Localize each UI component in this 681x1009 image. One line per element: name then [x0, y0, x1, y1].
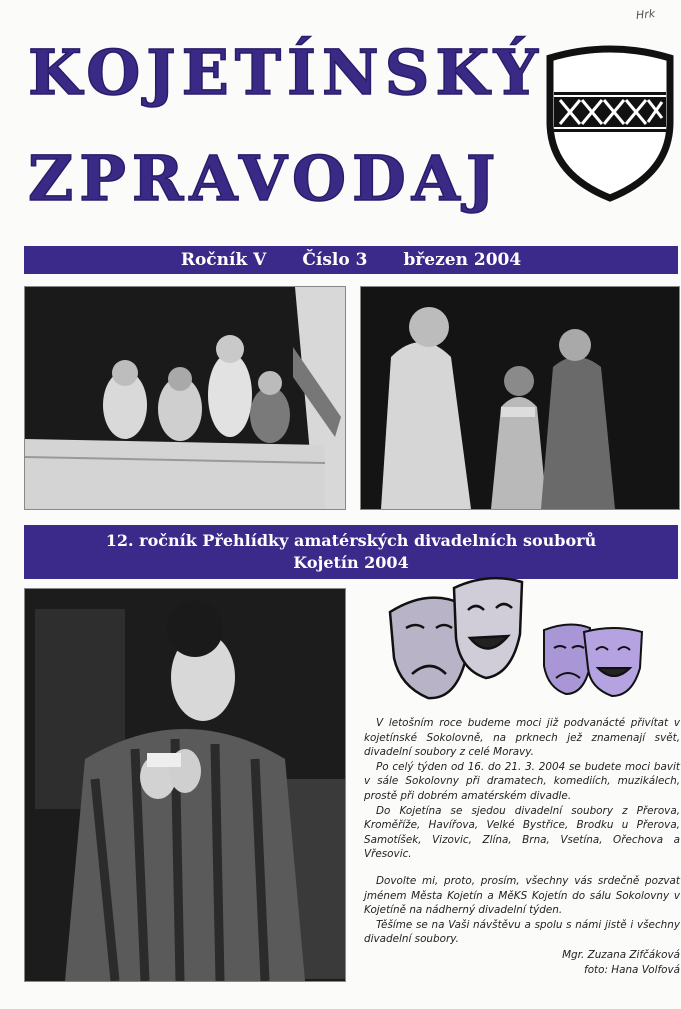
article-paragraph: V letošním roce budeme moci již podvanácté přivítat v kojetínské Sokolovně, na prknech jež znamenají svět, divadelní soubory z celé Moravy. — [364, 717, 680, 759]
issue-number: Číslo 3 — [302, 250, 368, 270]
event-subtitle: Kojetín 2004 — [293, 553, 409, 572]
event-title: 12. ročník Přehlídky amatérských divadelních souborů — [105, 531, 597, 550]
comedy-mask-purple — [584, 628, 642, 696]
article-text — [364, 716, 680, 947]
article-paragraph: Po celý týden od 16. do 21. 3. 2004 se budete moci bavit v sále Sokolovny při dramatech, komediích, muzikálech, prostě při dobrém amatérském divadle. — [364, 760, 680, 802]
article-author: Mgr. Zuzana Zifčáková — [562, 949, 680, 961]
comedy-mask-grey — [454, 578, 522, 678]
issue-info-bar — [24, 246, 678, 274]
issue-volume: Ročník V — [180, 250, 267, 270]
photo-credit: foto: Hana Volfová — [584, 964, 680, 976]
town-crest-logo — [542, 44, 678, 204]
issue-date: březen 2004 — [403, 250, 522, 270]
masthead-title-line2: ZPRAVODAJ — [28, 142, 502, 215]
stage-photo-boat — [24, 286, 346, 510]
actress-portrait-photo — [24, 588, 346, 982]
article-paragraph: Do Kojetína se sjedou divadelní soubory z Přerova, Kroměříže, Havířova, Velké Bystřice, Brodku u Přerova, Samotíšek, Vizovic, Zlína, Brna, Vsetína, Ořechova a Vřesovic. — [364, 804, 680, 861]
tragedy-mask-purple — [544, 624, 590, 694]
handwritten-note: Hrk — [635, 7, 656, 22]
theatre-masks-illustration — [384, 570, 664, 710]
article-signature — [380, 948, 680, 978]
stage-photo-scene — [360, 286, 680, 510]
article-paragraph: Dovolte mi, proto, prosím, všechny vás srdečně pozvat jménem Města Kojetín a MěKS Kojetín do sálu Sokolovny v Kojetíně na nádherný divadelní týden. — [364, 874, 680, 917]
masthead-title-line1: KOJETÍNSKÝ — [28, 36, 544, 109]
article-paragraph: Těšíme se na Vaši návštěvu a spolu s námi jistě i všechny divadelní soubory. — [364, 918, 680, 946]
